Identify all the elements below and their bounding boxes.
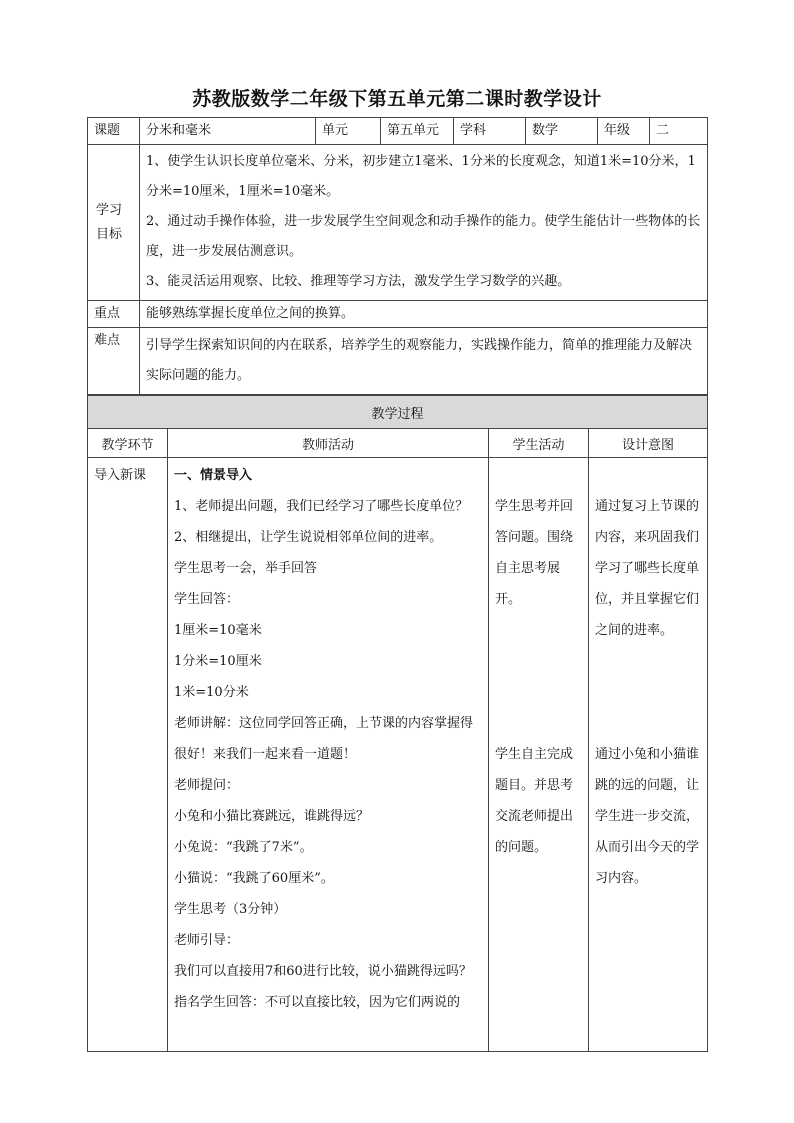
teacher-line: 1厘米=10毫米 xyxy=(174,623,262,638)
teacher-line: 小猫说：“我跳了60厘米”。 xyxy=(174,871,334,886)
process-banner: 教学过程 xyxy=(88,396,708,429)
teacher-line: 小兔说：“我跳了7米”。 xyxy=(174,840,313,855)
header-stage: 教学环节 xyxy=(88,429,168,458)
process-table xyxy=(87,395,708,1052)
teacher-line: 指名学生回答：不可以直接比较，因为它们两说的 xyxy=(174,995,461,1010)
process-row xyxy=(88,458,708,1052)
teacher-line: 学生思考（3分钟） xyxy=(174,902,287,917)
student-note-2: 学生自主完成题目。并思考交流老师提出的问题。 xyxy=(495,747,574,855)
teacher-line: 老师提问： xyxy=(174,778,240,793)
process-header-row xyxy=(88,429,708,458)
objectives-content xyxy=(140,145,708,301)
objective-item: 3、能灵活运用观察、比较、推理等学习方法，激发学生学习数学的兴趣。 xyxy=(146,274,571,289)
teacher-line: 1米=10分米 xyxy=(174,685,249,700)
teacher-line: 学生思考一会，举手回答 xyxy=(174,561,318,576)
objective-item: 2、通过动手操作体验，进一步发展学生空间观念和动手操作的能力。使学生能估计一些物体的长度，进一步发展估测意识。 xyxy=(146,214,701,259)
grade-value: 二 xyxy=(650,118,708,145)
teacher-activity xyxy=(168,458,489,1052)
grade-label: 年级 xyxy=(598,118,650,145)
info-table xyxy=(87,117,708,395)
difficulty-label: 难点 xyxy=(88,328,140,395)
intent-note-1: 通过复习上节课的内容，来巩固我们学习了哪些长度单位，并且掌握它们之间的进率。 xyxy=(595,499,700,638)
page-title: 苏教版数学二年级下第五单元第二课时教学设计 xyxy=(192,88,602,110)
teacher-line: 小兔和小猫比赛跳远，谁跳得远？ xyxy=(174,809,370,824)
teacher-line: 学生回答： xyxy=(174,592,240,607)
student-note-1: 学生思考并回答问题。围绕自主思考展开。 xyxy=(495,499,574,607)
student-activity xyxy=(489,458,589,1052)
key-point-row xyxy=(88,301,708,328)
key-point-label: 重点 xyxy=(88,301,140,328)
topic-value: 分米和毫米 xyxy=(140,118,316,145)
teacher-line: 老师引导： xyxy=(174,933,240,948)
intent-note-2: 通过小兔和小猫谁跳的远的问题，让学生进一步交流，从而引出今天的学习内容。 xyxy=(595,747,700,886)
teacher-line: 老师讲解：这位同学回答正确，上节课的内容掌握得很好！来我们一起来看一道题！ xyxy=(174,716,474,762)
key-point-value: 能够熟练掌握长度单位之间的换算。 xyxy=(140,301,708,328)
objectives-label: 学习目标 xyxy=(88,145,140,301)
section-title: 一、情景导入 xyxy=(174,468,253,483)
topic-label: 课题 xyxy=(88,118,140,145)
unit-label: 单元 xyxy=(316,118,381,145)
teacher-line: 我们可以直接用7和60进行比较，说小猫跳得远吗？ xyxy=(174,964,472,979)
info-row xyxy=(88,118,708,145)
subject-value: 数学 xyxy=(526,118,598,145)
teacher-line: 1分米=10厘米 xyxy=(174,654,262,669)
difficulty-row xyxy=(88,328,708,395)
design-intent xyxy=(589,458,708,1052)
teacher-line: 2、相继提出，让学生说说相邻单位间的进率。 xyxy=(174,530,443,545)
unit-value: 第五单元 xyxy=(381,118,454,145)
header-intent: 设计意图 xyxy=(589,429,708,458)
header-student: 学生活动 xyxy=(489,429,589,458)
stage-cell: 导入新课 xyxy=(88,458,168,1052)
header-teacher: 教师活动 xyxy=(168,429,489,458)
objectives-row xyxy=(88,145,708,301)
subject-label: 学科 xyxy=(454,118,526,145)
difficulty-value: 引导学生探索知识间的内在联系，培养学生的观察能力，实践操作能力，简单的推理能力及解决实际问题的能力。 xyxy=(140,328,708,395)
teacher-line: 1、老师提出问题，我们已经学习了哪些长度单位？ xyxy=(174,499,469,514)
objective-item: 1、使学生认识长度单位毫米、分米，初步建立1毫米、1分米的长度观念，知道1米=10分米，1分米=10厘米，1厘米=10毫米。 xyxy=(146,154,696,199)
